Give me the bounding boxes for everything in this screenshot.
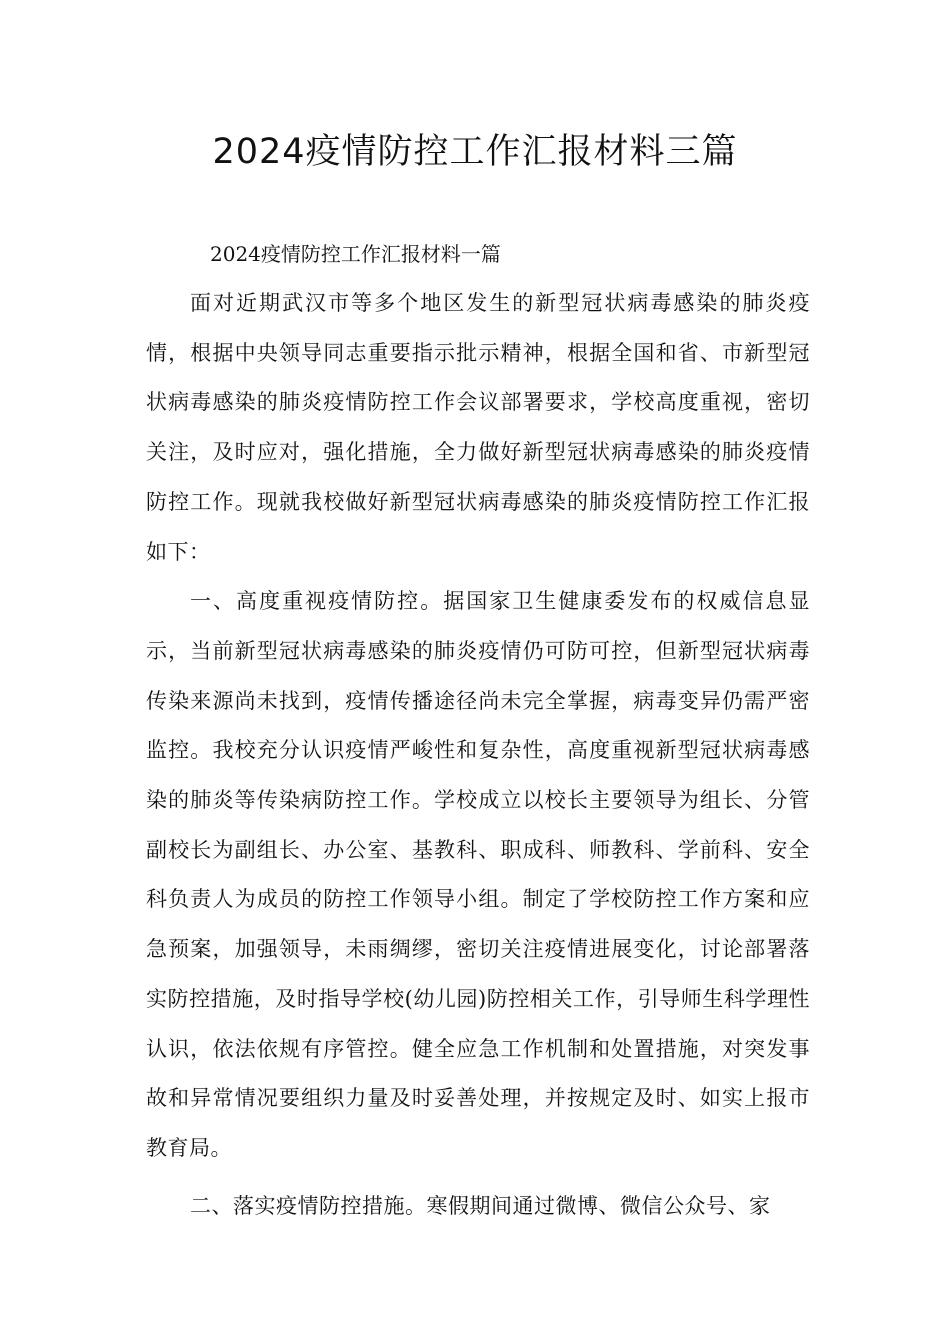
- paragraph-point-one: 一、高度重视疫情防控。据国家卫生健康委发布的权威信息显示，当前新型冠状病毒感染的肺炎疫情仍可防可控，但新型冠状病毒传染来源尚未找到，疫情传播途径尚未完全掌握，病毒变异仍需严密监控。我校充分认识疫情严峻性和复杂性，高度重视新型冠状病毒感染的肺炎等传染病防控工作。学校成立以校长主要领导为组长、分管副校长为副组长、办公室、基教科、职成科、师教科、学前科、安全科负责人为成员的防控工作领导小组。制定了学校防控工作方案和应急预案，加强领导，未雨绸缪，密切关注疫情进展变化，讨论部署落实防控措施，及时指导学校(幼儿园)防控相关工作，引导师生科学理性认识，依法依规有序管控。健全应急工作机制和处置措施，对突发事故和异常情况要组织力量及时妥善处理，并按规定及时、如实上报市教育局。: [146, 589, 810, 1160]
- document-title: 2024疫情防控工作汇报材料三篇: [212, 132, 738, 172]
- document-body: [146, 229, 810, 1231]
- paragraph-point-two: 二、落实疫情防控措施。寒假期间通过微博、微信公众号、家: [190, 1193, 771, 1218]
- section-heading: 2024疫情防控工作汇报材料一篇: [210, 242, 501, 266]
- paragraph-intro: 面对近期武汉市等多个地区发生的新型冠状病毒感染的肺炎疫情，根据中央领导同志重要指示批示精神，根据全国和省、市新型冠状病毒感染的肺炎疫情防控工作会议部署要求，学校高度重视，密切关注，及时应对，强化措施，全力做好新型冠状病毒感染的肺炎疫情防控工作。现就我校做好新型冠状病毒感染的肺炎疫情防控工作汇报如下：: [146, 291, 810, 564]
